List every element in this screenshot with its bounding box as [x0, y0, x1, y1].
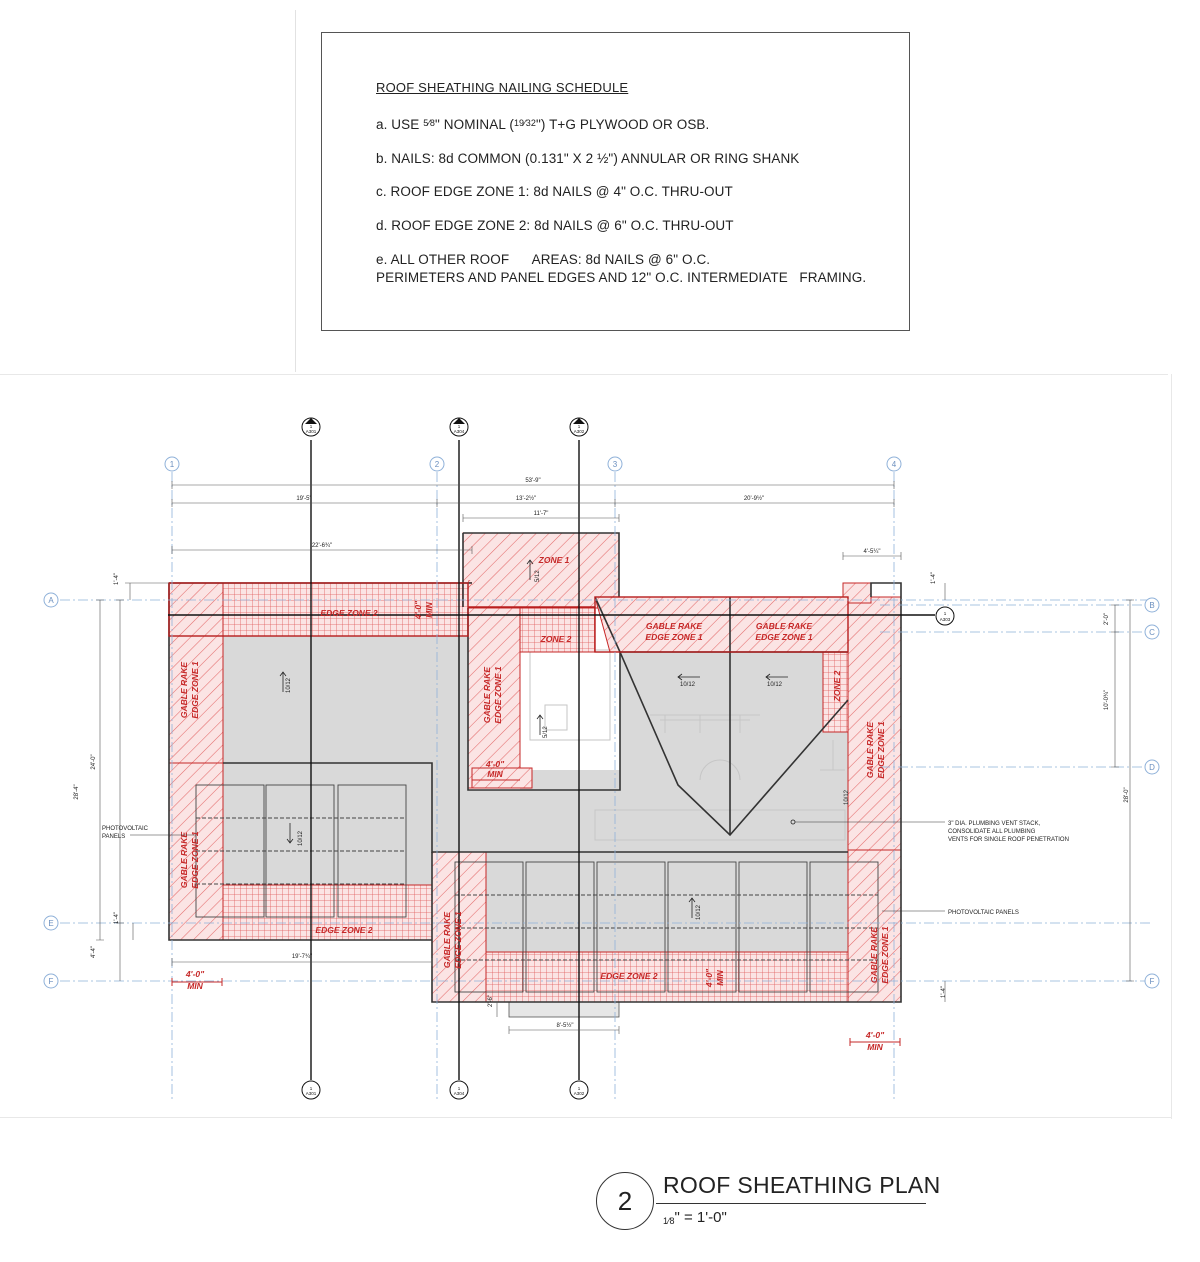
section-tag-bottom-1: [302, 1081, 320, 1099]
svg-text:1: 1: [457, 1086, 461, 1091]
svg-text:A304: A304: [453, 429, 465, 434]
svg-text:8'-5½": 8'-5½": [556, 1023, 574, 1029]
svg-text:2: 2: [434, 460, 440, 469]
schedule-note-e2: PERIMETERS AND PANEL EDGES AND 12" O.C. INTERMEDIATE FRAMING.: [376, 270, 867, 285]
roof-sheathing-plan-drawing: [0, 400, 1200, 1120]
svg-text:1: 1: [309, 424, 313, 429]
grid-bubble-3: [608, 457, 622, 471]
svg-text:MIN: MIN: [715, 970, 725, 986]
svg-text:GABLE RAKE: GABLE RAKE: [865, 721, 875, 779]
svg-text:10/12: 10/12: [844, 789, 850, 805]
svg-text:GABLE RAKE: GABLE RAKE: [179, 661, 189, 719]
title-underline: [656, 1203, 926, 1204]
schedule-note-b: b. NAILS: 8d COMMON (0.131" X 2 ½") ANNULAR OR RING SHANK: [376, 151, 800, 166]
svg-text:A301: A301: [305, 1091, 317, 1096]
svg-text:13'-2½": 13'-2½": [515, 496, 537, 502]
svg-text:20'-9½": 20'-9½": [743, 496, 765, 502]
svg-text:53'-9": 53'-9": [525, 478, 541, 484]
svg-text:A302: A302: [573, 429, 585, 434]
svg-text:1'-4": 1'-4": [114, 912, 120, 924]
svg-text:5/12: 5/12: [543, 726, 549, 738]
svg-text:A304: A304: [453, 1091, 465, 1096]
svg-text:2'-0": 2'-0": [1104, 613, 1110, 625]
section-tag-bottom-3: [570, 1081, 588, 1099]
svg-text:4'-5¼": 4'-5¼": [863, 549, 881, 555]
grid-bubble-E: [44, 916, 58, 930]
grid-bubble-F-left: [44, 974, 58, 988]
svg-text:10/12: 10/12: [767, 682, 783, 688]
svg-text:EDGE ZONE 2: EDGE ZONE 2: [600, 971, 658, 981]
svg-text:EDGE ZONE 1: EDGE ZONE 1: [645, 632, 703, 642]
svg-text:4'-0": 4'-0": [704, 968, 714, 988]
section-tag-top-1: [302, 418, 320, 436]
svg-text:ZONE 2: ZONE 2: [540, 634, 572, 644]
svg-text:PANELS: PANELS: [102, 834, 126, 840]
grid-bubble-F-right: [1145, 974, 1159, 988]
svg-text:EDGE ZONE 1: EDGE ZONE 1: [876, 721, 886, 779]
sheet-divider-vertical: [295, 10, 296, 372]
svg-text:PHOTOVOLTAIC: PHOTOVOLTAIC: [102, 826, 149, 832]
schedule-title: ROOF SHEATHING NAILING SCHEDULE: [376, 80, 629, 95]
schedule-note-c: c. ROOF EDGE ZONE 1: 8d NAILS @ 4" O.C. THRU-OUT: [376, 184, 733, 199]
svg-text:A303: A303: [939, 617, 951, 622]
section-tag-bottom-2: [450, 1081, 468, 1099]
svg-text:PHOTOVOLTAIC PANELS: PHOTOVOLTAIC PANELS: [948, 910, 1019, 916]
grid-bubble-D: [1145, 760, 1159, 774]
grid-bubble-2: [430, 457, 444, 471]
drawing-number: 2: [596, 1172, 654, 1230]
svg-text:F: F: [1149, 977, 1155, 986]
svg-text:4'-0": 4'-0": [485, 759, 505, 769]
svg-text:EDGE ZONE 1: EDGE ZONE 1: [493, 666, 503, 724]
svg-text:10'-0¾": 10'-0¾": [1104, 689, 1110, 711]
svg-text:GABLE RAKE: GABLE RAKE: [482, 666, 492, 724]
svg-text:MIN: MIN: [424, 602, 434, 618]
svg-text:10/12: 10/12: [286, 677, 292, 693]
svg-text:28'-4": 28'-4": [74, 784, 80, 800]
svg-text:GABLE RAKE: GABLE RAKE: [755, 621, 813, 631]
svg-text:E: E: [48, 919, 54, 928]
svg-text:MIN: MIN: [487, 769, 503, 779]
section-tag-top-3: [570, 418, 588, 436]
svg-text:1'-4": 1'-4": [941, 986, 947, 998]
svg-text:B: B: [1149, 601, 1155, 610]
svg-text:4'-0": 4'-0": [413, 600, 423, 620]
svg-text:CONSOLIDATE ALL PLUMBING: CONSOLIDATE ALL PLUMBING: [948, 829, 1036, 835]
svg-text:19'-7¾": 19'-7¾": [291, 954, 313, 960]
section-tag-top-2: [450, 418, 468, 436]
svg-text:4'-0": 4'-0": [865, 1030, 885, 1040]
svg-text:GABLE RAKE: GABLE RAKE: [645, 621, 703, 631]
svg-text:10/12: 10/12: [696, 904, 702, 920]
svg-text:A301: A301: [305, 429, 317, 434]
schedule-note-a: a. USE $^{5⁄8}$" NOMINAL ($^{19⁄32}$") T+G PLYWOOD OR OSB.: [376, 117, 710, 132]
svg-text:1: 1: [169, 460, 175, 469]
drawing-title-block: [596, 1157, 941, 1237]
svg-text:EDGE ZONE 1: EDGE ZONE 1: [880, 926, 890, 984]
grid-bubble-1: [165, 457, 179, 471]
svg-text:11'-7": 11'-7": [533, 511, 549, 517]
svg-text:19'-5": 19'-5": [296, 496, 312, 502]
svg-text:1: 1: [457, 424, 461, 429]
svg-text:VENTS FOR SINGLE ROOF PENETRAT: VENTS FOR SINGLE ROOF PENETRATION: [948, 837, 1069, 843]
svg-text:1: 1: [943, 611, 947, 616]
svg-text:4'-4": 4'-4": [91, 946, 97, 958]
svg-text:3" DIA. PLUMBING VENT STACK,: 3" DIA. PLUMBING VENT STACK,: [948, 821, 1041, 827]
svg-text:28'-0": 28'-0": [1124, 787, 1130, 803]
svg-text:EDGE ZONE 2: EDGE ZONE 2: [320, 608, 378, 618]
svg-text:1: 1: [577, 424, 581, 429]
svg-text:EDGE ZONE 2: EDGE ZONE 2: [315, 925, 373, 935]
section-tag-right: [936, 607, 954, 625]
nailing-schedule-box: [321, 32, 910, 331]
svg-text:1'-4": 1'-4": [114, 573, 120, 585]
svg-text:1: 1: [309, 1086, 313, 1091]
svg-text:MIN: MIN: [867, 1042, 883, 1052]
svg-text:EDGE ZONE 1: EDGE ZONE 1: [190, 831, 200, 889]
svg-text:24'-0": 24'-0": [91, 754, 97, 770]
svg-text:MIN: MIN: [187, 981, 203, 991]
grid-bubble-C: [1145, 625, 1159, 639]
schedule-note-d: d. ROOF EDGE ZONE 2: 8d NAILS @ 6" O.C. THRU-OUT: [376, 218, 734, 233]
schedule-note-e1: e. ALL OTHER ROOF AREAS: 8d NAILS @ 6" O.C.: [376, 252, 711, 267]
slope-arrow-8: [844, 789, 850, 805]
svg-text:A: A: [48, 596, 54, 605]
svg-text:4'-0": 4'-0": [185, 969, 205, 979]
slope-arrow-3: [537, 715, 549, 738]
svg-text:EDGE ZONE 1: EDGE ZONE 1: [190, 661, 200, 719]
svg-text:F: F: [48, 977, 54, 986]
drawing-scale: 1⁄8" = 1'-0": [663, 1209, 727, 1226]
svg-text:5/12: 5/12: [535, 570, 541, 582]
svg-text:D: D: [1149, 763, 1155, 772]
grid-bubble-4: [887, 457, 901, 471]
svg-text:ZONE 2: ZONE 2: [832, 670, 842, 702]
grid-bubble-A: [44, 593, 58, 607]
svg-text:1'-4": 1'-4": [931, 572, 937, 584]
svg-text:A302: A302: [573, 1091, 585, 1096]
svg-text:EDGE ZONE 1: EDGE ZONE 1: [755, 632, 813, 642]
svg-text:1: 1: [577, 1086, 581, 1091]
svg-text:GABLE RAKE: GABLE RAKE: [869, 926, 879, 984]
svg-text:10/12: 10/12: [298, 830, 304, 846]
svg-text:GABLE RAKE: GABLE RAKE: [179, 831, 189, 889]
svg-text:GABLE RAKE: GABLE RAKE: [442, 911, 452, 969]
sheet-divider-horizontal: [0, 374, 1168, 375]
svg-text:2'-6": 2'-6": [488, 995, 494, 1007]
svg-text:4: 4: [891, 460, 897, 469]
svg-text:EDGE ZONE 1: EDGE ZONE 1: [453, 911, 463, 969]
drawing-title: ROOF SHEATHING PLAN: [663, 1172, 941, 1198]
grid-bubble-B: [1145, 598, 1159, 612]
svg-text:22'-6¾": 22'-6¾": [311, 543, 333, 549]
svg-text:C: C: [1149, 628, 1155, 637]
svg-text:ZONE 1: ZONE 1: [538, 555, 570, 565]
svg-text:3: 3: [612, 460, 618, 469]
svg-text:10/12: 10/12: [680, 682, 696, 688]
